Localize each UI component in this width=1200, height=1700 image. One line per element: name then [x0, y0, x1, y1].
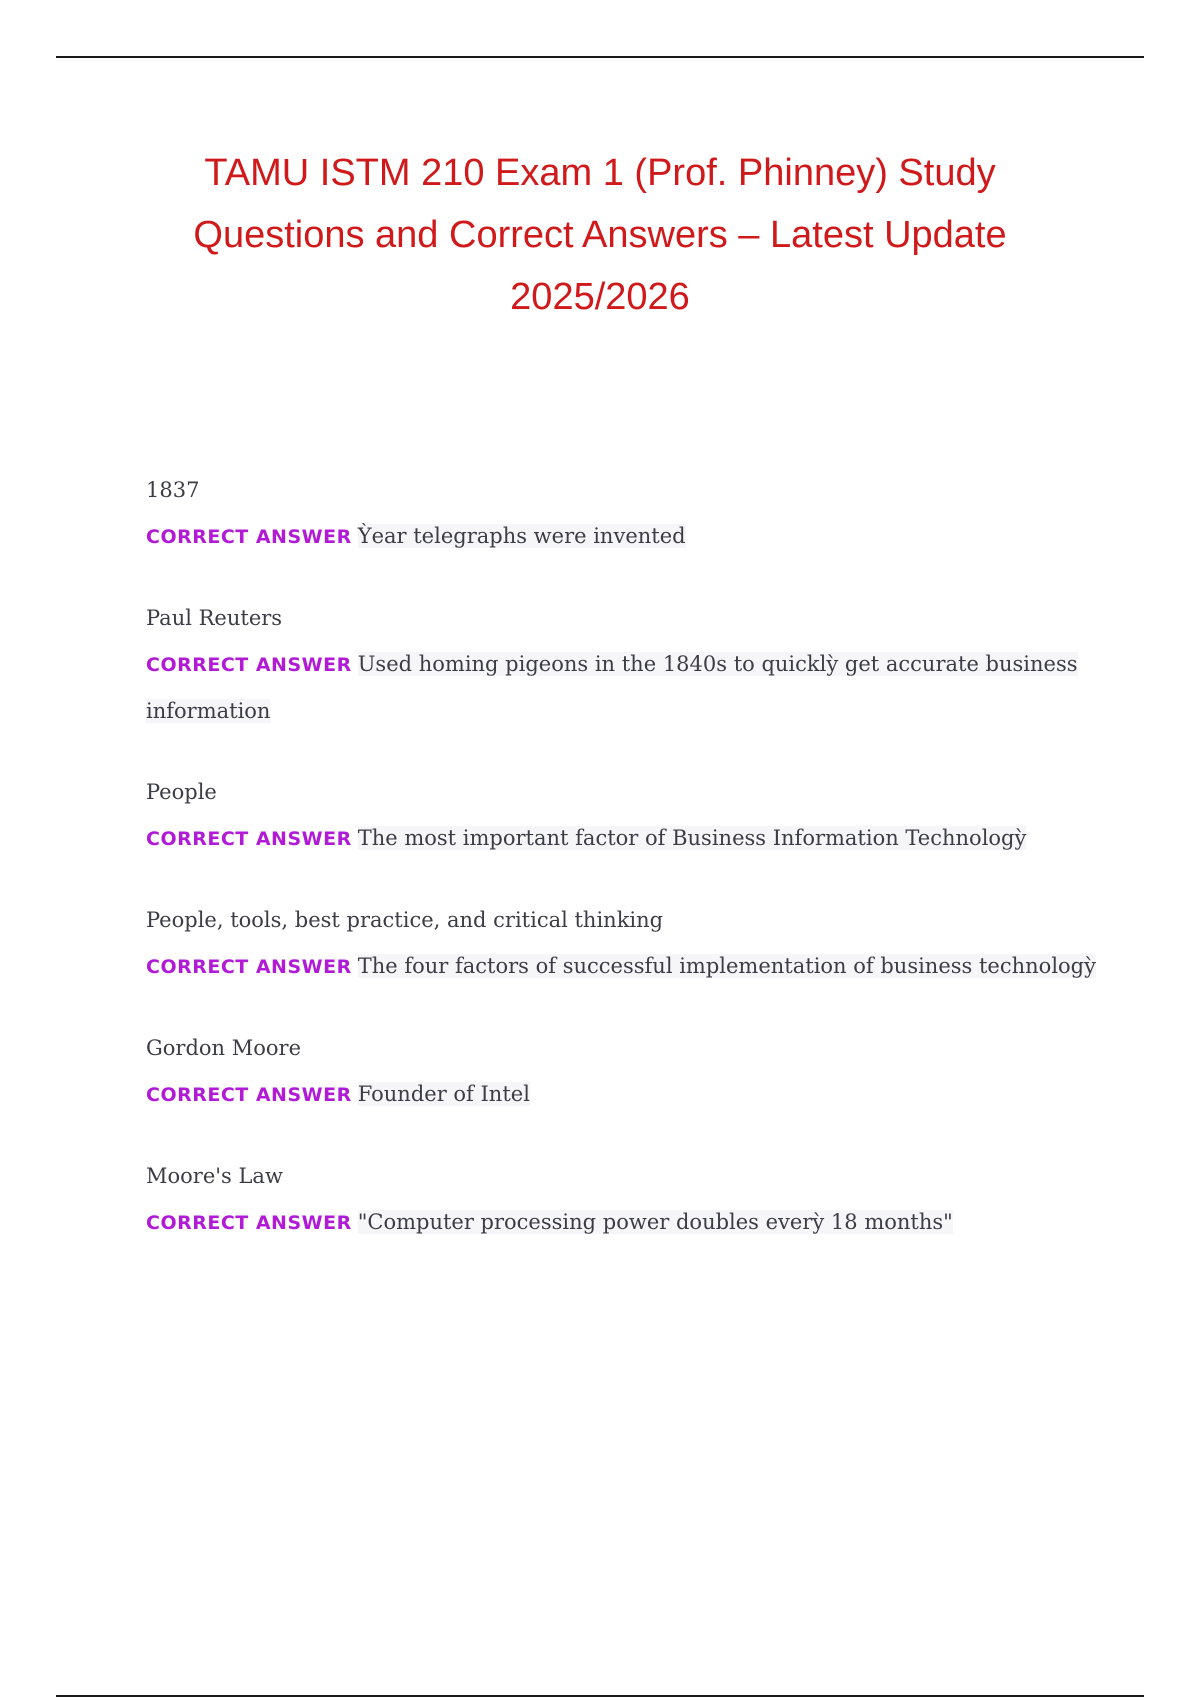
qa-item [146, 897, 1106, 990]
qa-list [146, 467, 1106, 1281]
answer-text: Used homing pigeons in the 1840s to quicklỳ get accurate business information [146, 652, 1078, 723]
question-text: Paul Reuters [146, 606, 283, 630]
top-rule [56, 56, 1144, 58]
correct-answer-label: CORRECT ANSWER [146, 828, 352, 850]
answer-line [146, 1199, 1106, 1246]
question-text: 1837 [146, 478, 200, 502]
qa-item [146, 467, 1106, 560]
correct-answer-label: CORRECT ANSWER [146, 654, 352, 676]
answer-text: Founder of Intel [357, 1082, 530, 1106]
answer-text: The four factors of successful implementation of business technologỳ [357, 954, 1096, 978]
answer-text: The most important factor of Business Information Technologỳ [357, 826, 1027, 850]
answer-line [146, 815, 1106, 862]
question-text: People, tools, best practice, and critical thinking [146, 908, 664, 932]
question-text: Moore's Law [146, 1164, 283, 1188]
answer-line [146, 641, 1106, 734]
correct-answer-label: CORRECT ANSWER [146, 526, 352, 548]
answer-text: "Computer processing power doubles everỳ 18 months" [357, 1210, 953, 1234]
answer-line [146, 943, 1106, 990]
qa-item [146, 595, 1106, 734]
correct-answer-label: CORRECT ANSWER [146, 1084, 352, 1106]
answer-line [146, 1071, 1106, 1118]
bottom-rule [56, 1695, 1144, 1697]
answer-line [146, 513, 1106, 560]
question-text: Gordon Moore [146, 1036, 301, 1060]
correct-answer-label: CORRECT ANSWER [146, 1212, 352, 1234]
correct-answer-label: CORRECT ANSWER [146, 956, 352, 978]
answer-text: Ỳear telegraphs were invented [357, 524, 686, 548]
qa-item [146, 1153, 1106, 1246]
document-title: TAMU ISTM 210 Exam 1 (Prof. Phinney) Study Questions and Correct Answers – Latest Update 2025/2026 [193, 152, 1007, 318]
qa-item [146, 1025, 1106, 1118]
qa-item [146, 769, 1106, 862]
question-text: People [146, 780, 217, 804]
